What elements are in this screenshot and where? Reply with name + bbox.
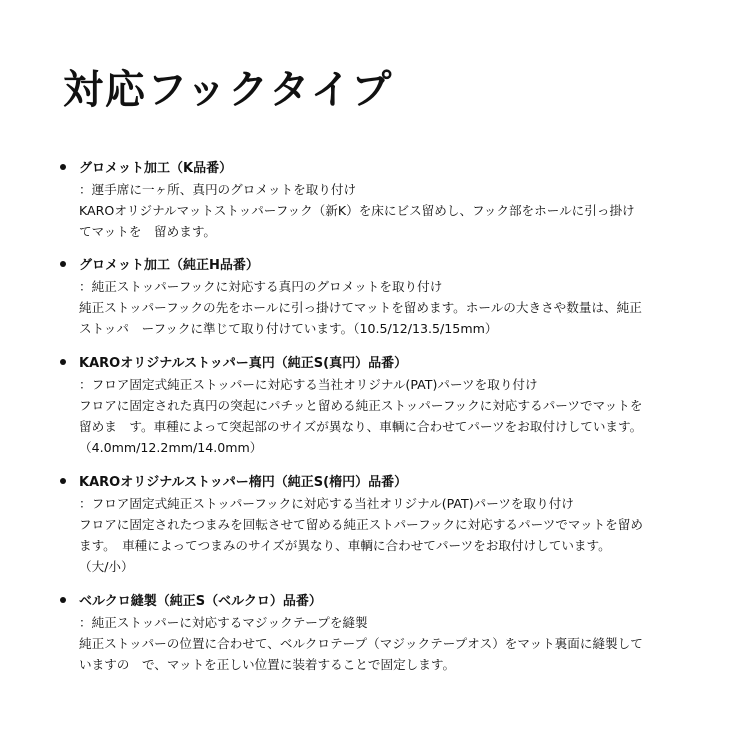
item-description-line: てマットを 留めます。 [79,224,217,239]
item-description-line: 純正ストッパーの位置に合わせて、ベルクロテープ（マジックテープオス）をマット裏面に縫製して [79,636,643,651]
item-summary: ：運手席に一ヶ所、真円のグロメットを取り付け [79,182,357,197]
item-description-line: フロアに固定されたつまみを回転させて留める純正ストパーフックに対応するパーツでマットを留め [79,517,643,532]
item-heading: グロメット加工（純正H品番） [79,258,259,273]
item-body [79,158,719,242]
item-description-line: KAROオリジナルマットストッパーフック（新K）を床にビス留めし、フック部をホールに引っ掛け [79,203,635,218]
item-heading: KAROオリジナルストッパー楕円（純正S(楕円）品番） [79,475,408,490]
item-summary: ：純正ストッパーフックに対応する真円のグロメットを取り付け [79,279,443,294]
item-description-line: いますの で、マットを正しい位置に装着することで固定します。 [79,657,456,672]
bullet-icon [60,261,66,267]
item-heading: グロメット加工（K品番） [79,161,233,176]
bullet-icon [60,164,66,170]
item-summary: ：フロア固定式純正ストッパーフックに対応する当社オリジナル(PAT)パーツを取り付け [79,496,574,511]
item-summary: ：純正ストッパーに対応するマジックテープを縫製 [79,615,368,630]
item-heading: ベルクロ縫製（純正S（ベルクロ）品番） [79,594,322,609]
item-size-line: （大/小） [79,559,134,574]
item-description-line: ストッパ ーフックに準じて取り付けています。（10.5/12/13.5/15mm） [79,321,498,336]
item-size-line: （4.0mm/12.2mm/14.0mm） [79,440,263,455]
item-heading: KAROオリジナルストッパー真円（純正S(真円）品番） [79,356,408,371]
item-summary: ：フロア固定式純正ストッパーに対応する当社オリジナル(PAT)パーツを取り付け [79,377,538,392]
bullet-icon [60,359,66,365]
page-title: 対応フックタイプ [63,67,394,113]
item-body [79,255,719,339]
item-description-line: ます。 車種によってつまみのサイズが異なり、車輌に合わせてパーツをお取付けしています。 [79,538,611,553]
item-body [79,353,719,458]
bullet-icon [60,597,66,603]
item-description-line: 純正ストッパーフックの先をホールに引っ掛けてマットを留めます。ホールの大きさや数量は、純正 [79,300,642,315]
item-body [79,591,719,675]
item-description-line: 留めま す。車種によって突起部のサイズが異なり、車輌に合わせてパーツをお取付けしています。 [79,419,643,434]
bullet-icon [60,478,66,484]
item-body [79,472,719,577]
item-description-line: フロアに固定された真円の突起にパチッと留める純正ストッパーフックに対応するパーツでマットを [79,398,643,413]
